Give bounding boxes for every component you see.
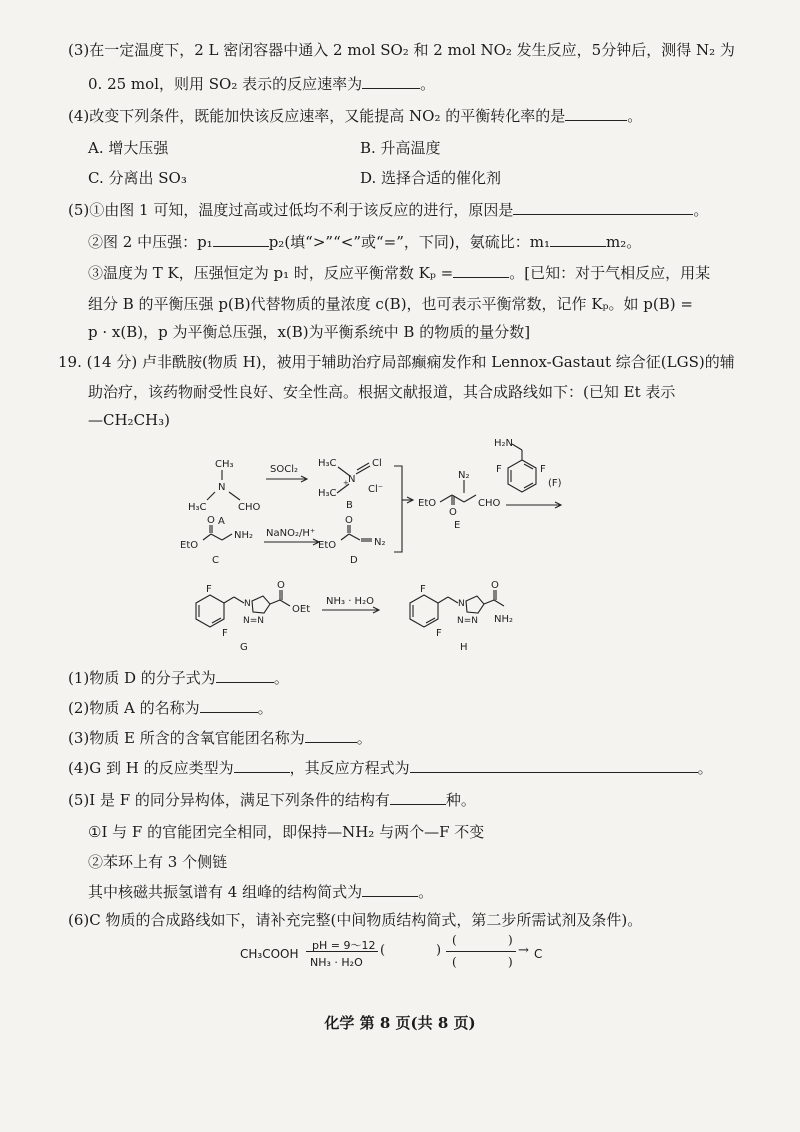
q18-part5-3-note1: 组分 B 的平衡压强 p(B)代替物质的量浓度 c(B)，也可表示平衡常数，记作 Kₚ。如 p(B) = bbox=[88, 295, 693, 313]
d-n2: N₂ bbox=[374, 537, 386, 548]
reagent-paren-top-close: ) bbox=[508, 933, 513, 947]
h-f1: F bbox=[420, 584, 426, 595]
e-cho: CHO bbox=[478, 498, 501, 509]
h-o: O bbox=[491, 580, 499, 591]
q18-part3-line1 bbox=[68, 40, 735, 60]
answer-blank[interactable] bbox=[362, 74, 420, 89]
intermediate-paren-open: ( bbox=[380, 943, 386, 958]
text: 。 bbox=[273, 669, 289, 687]
g-n: N bbox=[244, 599, 251, 609]
text: 。 bbox=[693, 201, 709, 219]
e-eto: EtO bbox=[418, 498, 437, 509]
h-nn: N=N bbox=[457, 616, 479, 626]
answer-blank[interactable] bbox=[234, 758, 290, 773]
g-nn: N=N bbox=[243, 616, 265, 626]
route-cond-top: pH = 9～12 bbox=[312, 939, 376, 952]
d-eto: EtO bbox=[318, 540, 337, 551]
q19-sub5 bbox=[68, 790, 476, 810]
f-h2n: H₂N bbox=[494, 438, 514, 449]
q19-condition2: ②苯环上有 3 个侧链 bbox=[88, 853, 228, 871]
text: (5)①由图 1 可知，温度过高或过低均不利于该反应的进行，原因是 bbox=[68, 201, 514, 219]
g-o: O bbox=[277, 580, 285, 591]
q18-part4 bbox=[68, 106, 642, 126]
reagent-paren-bottom-open: ( bbox=[452, 955, 457, 969]
text: (3)物质 E 所含的含氧官能团名称为 bbox=[68, 729, 305, 747]
label-a: A bbox=[218, 516, 225, 527]
g-f1: F bbox=[206, 584, 212, 595]
text: (2)物质 A 的名称为 bbox=[68, 699, 200, 717]
answer-blank[interactable] bbox=[213, 232, 269, 247]
text: p₂(填“>”“<”或“=”，下同)，氨硫比：m₁ bbox=[268, 233, 550, 251]
q18-part3-line2 bbox=[88, 74, 435, 94]
c-eto: EtO bbox=[180, 540, 199, 551]
text: ②图 2 中压强：p₁ bbox=[88, 233, 213, 251]
text: 。 bbox=[418, 883, 434, 901]
a-h3c: H₃C bbox=[188, 502, 207, 513]
d-o: O bbox=[345, 515, 353, 526]
q19-intro-line1: 19. (14 分) 卢非酰胺(物质 H)，被用于辅助治疗局部癫痫发作和 Lennox-Gastaut 综合征(LGS)的辅 bbox=[58, 353, 735, 371]
answer-blank[interactable] bbox=[216, 668, 274, 683]
option-d[interactable]: D. 选择合适的催化剂 bbox=[360, 169, 502, 187]
synthesis-scheme bbox=[0, 430, 800, 660]
a-n: N bbox=[218, 482, 226, 493]
q18-part5-3-note2: p · x(B)，p 为平衡总压强，x(B)为平衡系统中 B 的物质的量分数] bbox=[88, 323, 531, 341]
q19-sub2 bbox=[68, 698, 273, 718]
g-f2: F bbox=[222, 628, 228, 639]
text: 。 bbox=[697, 759, 713, 777]
reagent-nano2: NaNO₂/H⁺ bbox=[266, 528, 316, 539]
answer-blank[interactable] bbox=[390, 790, 446, 805]
route-cond-bottom: NH₃ · H₂O bbox=[310, 956, 363, 969]
b-h3c-2: H₃C bbox=[318, 488, 337, 499]
q19-condition3 bbox=[88, 882, 433, 902]
answer-blank[interactable] bbox=[410, 758, 698, 773]
q18-part5-3 bbox=[88, 263, 710, 283]
c-o: O bbox=[207, 515, 215, 526]
route-end: C bbox=[534, 947, 543, 961]
q19-sub4 bbox=[68, 758, 713, 778]
a-cho: CHO bbox=[238, 502, 261, 513]
e-o: O bbox=[449, 507, 457, 518]
e-n2: N₂ bbox=[458, 470, 470, 481]
page-footer: 化学 第 8 页(共 8 页) bbox=[324, 1014, 476, 1032]
answer-blank[interactable] bbox=[305, 728, 357, 743]
q19-sub3 bbox=[68, 728, 372, 748]
q19-intro-line2: 助治疗，该药物耐受性良好、安全性高。根据文献报道，其合成路线如下：(已知 Et 表示 bbox=[88, 383, 676, 401]
text: ③温度为 T K，压强恒定为 p₁ 时，反应平衡常数 Kₚ = bbox=[88, 264, 454, 282]
b-h3c: H₃C bbox=[318, 458, 337, 469]
text: 0. 25 mol，则用 SO₂ 表示的反应速率为 bbox=[88, 75, 363, 93]
label-c: C bbox=[212, 555, 219, 566]
label-f: (F) bbox=[548, 478, 562, 489]
text: (5)I 是 F 的同分异构体，满足下列条件的结构有 bbox=[68, 791, 390, 809]
answer-blank[interactable] bbox=[200, 698, 258, 713]
h-nh2: NH₂ bbox=[494, 614, 514, 625]
reagent-socl2: SOCl₂ bbox=[270, 464, 298, 475]
text: (3)在一定温度下，2 L 密闭容器中通入 2 mol SO₂ 和 2 mol NO₂ 发生反应，5分钟后，测得 N₂ 为 bbox=[68, 41, 735, 59]
answer-blank[interactable] bbox=[513, 200, 693, 215]
answer-blank[interactable] bbox=[565, 106, 627, 121]
f-f1: F bbox=[496, 464, 502, 475]
route-start: CH₃COOH bbox=[240, 947, 299, 961]
answer-blank[interactable] bbox=[453, 263, 509, 278]
label-b: B bbox=[346, 500, 353, 511]
h-n: N bbox=[458, 599, 465, 609]
label-h: H bbox=[460, 642, 468, 653]
q18-part5-2 bbox=[88, 232, 641, 252]
text: ，其反应方程式为 bbox=[289, 759, 410, 777]
text: 种。 bbox=[445, 791, 476, 809]
route-end-arrowhead: → bbox=[518, 943, 529, 958]
h-f2: F bbox=[436, 628, 442, 639]
q19-intro-line3: —CH₂CH₃) bbox=[88, 411, 170, 429]
answer-blank[interactable] bbox=[362, 882, 418, 897]
option-c[interactable]: C. 分离出 SO₃ bbox=[88, 169, 187, 187]
text: 。 bbox=[356, 729, 372, 747]
text: (4)改变下列条件，既能加快该反应速率，又能提高 NO₂ 的平衡转化率的是 bbox=[68, 107, 566, 125]
text: (1)物质 D 的分子式为 bbox=[68, 669, 216, 687]
text: 。[已知：对于气相反应，用某 bbox=[509, 264, 711, 282]
label-d: D bbox=[350, 555, 358, 566]
label-e: E bbox=[454, 520, 461, 531]
q19-sub6: (6)C 物质的合成路线如下，请补充完整(中间物质结构简式，第二步所需试剂及条件)。 bbox=[68, 911, 643, 929]
g-oet: OEt bbox=[292, 604, 311, 615]
b-cl: Cl bbox=[372, 458, 382, 469]
q18-part5-1 bbox=[68, 200, 708, 220]
b-clminus: Cl⁻ bbox=[368, 484, 384, 495]
c-nh2: NH₂ bbox=[234, 530, 254, 541]
text: (4)G 到 H 的反应类型为 bbox=[68, 759, 234, 777]
q19-sub1 bbox=[68, 668, 289, 688]
route-arrow-1 bbox=[306, 951, 378, 952]
b-n: N bbox=[348, 474, 356, 485]
text: 。 bbox=[257, 699, 273, 717]
b-plus: + bbox=[343, 479, 349, 487]
text: 其中核磁共振氢谱有 4 组峰的结构简式为 bbox=[88, 883, 363, 901]
a-ch3: CH₃ bbox=[215, 459, 234, 470]
f-f2: F bbox=[540, 464, 546, 475]
answer-blank[interactable] bbox=[550, 232, 606, 247]
intermediate-paren-close: ) bbox=[436, 943, 442, 958]
reagent-nh3: NH₃ · H₂O bbox=[326, 596, 374, 607]
text: m₂。 bbox=[605, 233, 642, 251]
option-a[interactable]: A. 增大压强 bbox=[88, 139, 169, 157]
text: 。 bbox=[420, 75, 436, 93]
reagent-paren-top-open: ( bbox=[452, 933, 457, 947]
text: 。 bbox=[627, 107, 643, 125]
option-b[interactable]: B. 升高温度 bbox=[360, 139, 441, 157]
q19-condition1: ①I 与 F 的官能团完全相同，即保持—NH₂ 与两个—F 不变 bbox=[88, 823, 485, 841]
reagent-paren-bottom-close: ) bbox=[508, 955, 513, 969]
label-g: G bbox=[240, 642, 248, 653]
